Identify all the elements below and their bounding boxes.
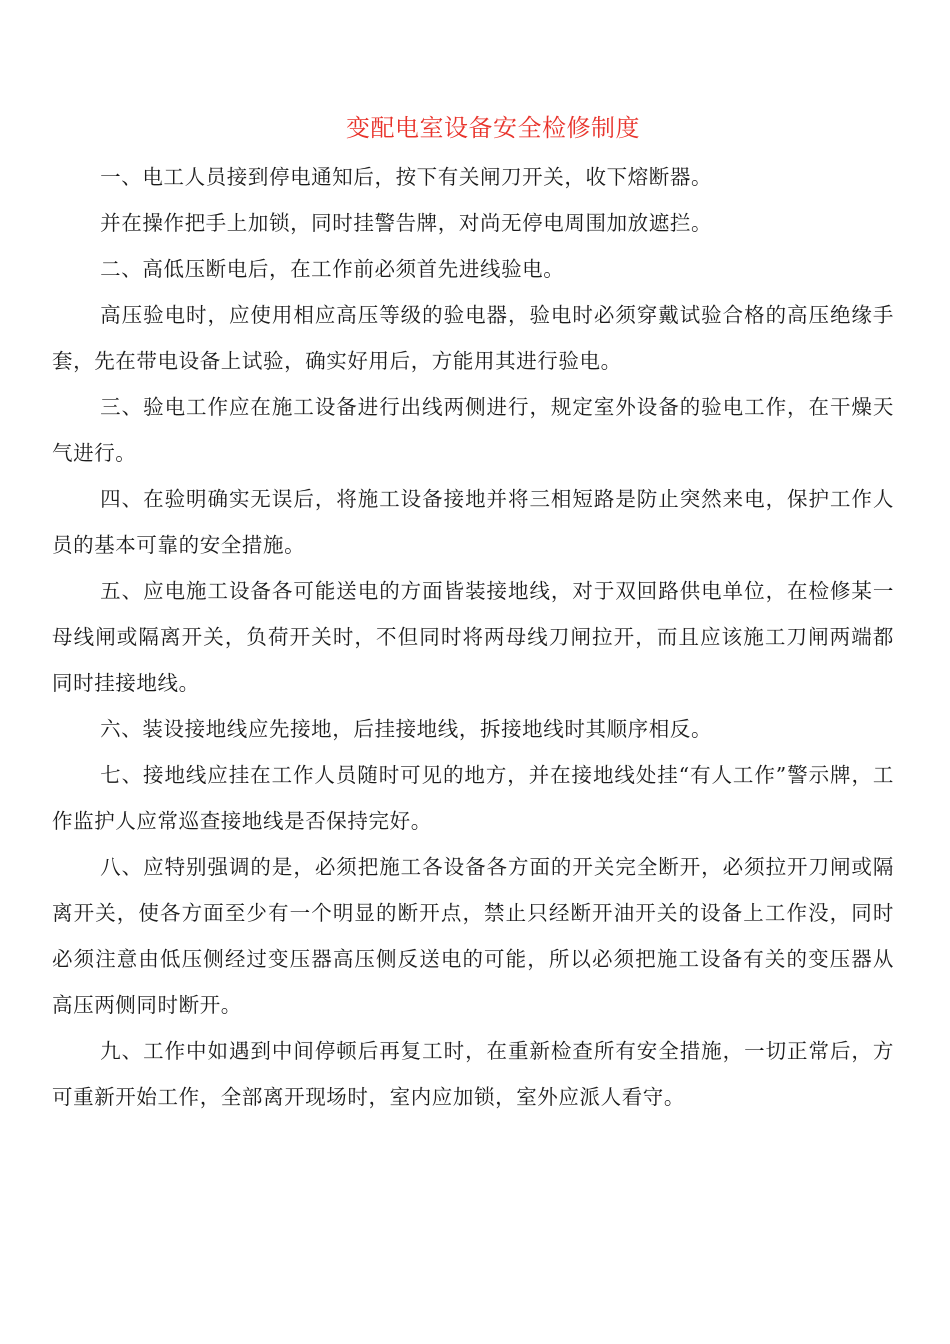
paragraph-4: 高压验电时，应使用相应高压等级的验电器，验电时必须穿戴试验合格的高压绝缘手套，先在带电设备上试验，确实好用后，方能用其进行验电。	[52, 303, 894, 373]
paragraph-5: 三、验电工作应在施工设备进行出线两侧进行，规定室外设备的验电工作，在干燥天气进行。	[52, 395, 894, 465]
paragraph-3: 二、高低压断电后，在工作前必须首先进线验电。	[100, 257, 565, 281]
paragraph-2: 并在操作把手上加锁，同时挂警告牌，对尚无停电周围加放遮拦。	[100, 211, 713, 235]
document-title: 变配电室设备安全检修制度	[346, 114, 640, 142]
paragraph-11: 九、工作中如遇到中间停顿后再复工时，在重新检查所有安全措施，一切正常后，方可重新开始工作，全部离开现场时，室内应加锁，室外应派人看守。	[52, 1039, 894, 1109]
paragraph-1: 一、电工人员接到停电通知后，按下有关闸刀开关，收下熔断器。	[100, 165, 713, 189]
paragraph-7: 五、应电施工设备各可能送电的方面皆装接地线，对于双回路供电单位，在检修某一母线闸或隔离开关，负荷开关时，不但同时将两母线刀闸拉开，而且应该施工刀闸两端都同时挂接地线。	[52, 579, 894, 695]
paragraph-9: 七、接地线应挂在工作人员随时可见的地方，并在接地线处挂“有人工作”警示牌，工作监护人应常巡查接地线是否保持完好。	[52, 763, 894, 833]
paragraph-6: 四、在验明确实无误后，将施工设备接地并将三相短路是防止突然来电，保护工作人员的基本可靠的安全措施。	[52, 487, 894, 557]
paragraph-8: 六、装设接地线应先接地，后挂接地线，拆接地线时其顺序相反。	[100, 717, 713, 741]
paragraph-10: 八、应特别强调的是，必须把施工各设备各方面的开关完全断开，必须拉开刀闸或隔离开关，使各方面至少有一个明显的断开点，禁止只经断开油开关的设备上工作没，同时必须注意由低压侧经过变压器高压侧反送电的可能，所以必须把施工设备有关的变压器从高压两侧同时断开。	[52, 855, 894, 1017]
